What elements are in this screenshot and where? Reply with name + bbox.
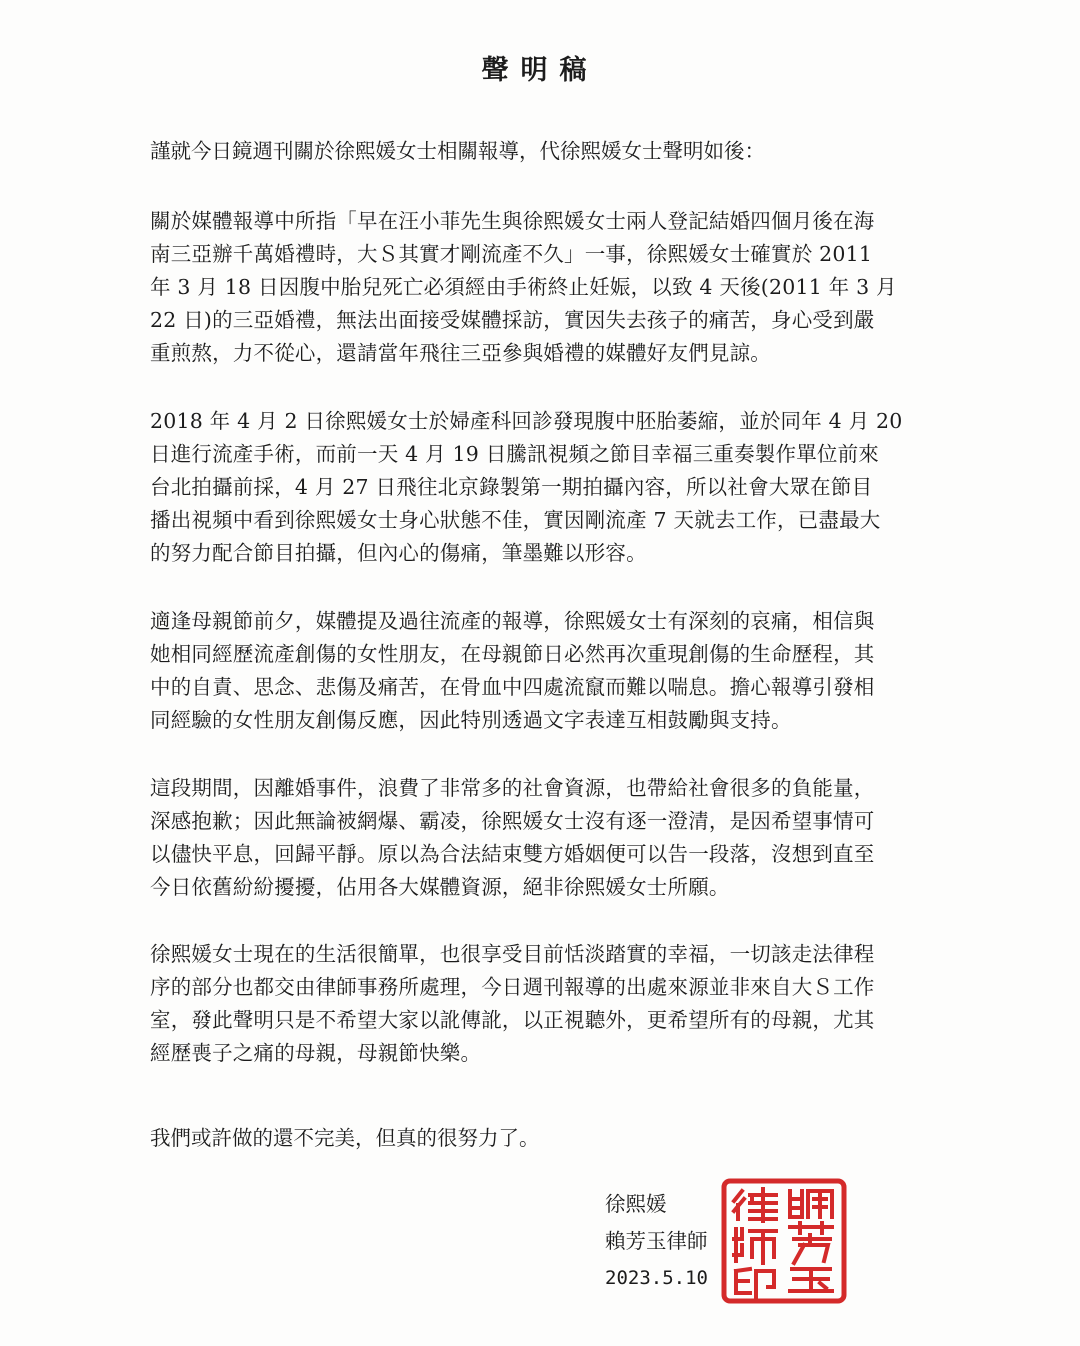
paragraph-line: 室，發此聲明只是不希望大家以訛傳訛，以正視聽外，更希望所有的母親，尤其 — [150, 1008, 875, 1032]
paragraph-line: 以儘快平息，回歸平靜。原以為合法結束雙方婚姻便可以告一段落，沒想到直至 — [150, 842, 875, 866]
paragraph-line: 這段期間，因離婚事件，浪費了非常多的社會資源，也帶給社會很多的負能量， — [150, 776, 875, 800]
paragraph-4 — [150, 772, 940, 904]
paragraph-line: 經歷喪子之痛的母親，母親節快樂。 — [150, 1041, 482, 1065]
paragraph-line: 徐熙媛女士現在的生活很簡單，也很享受目前恬淡踏實的幸福，一切該走法律程 — [150, 942, 875, 966]
paragraph-line: 關於媒體報導中所指「早在汪小菲先生與徐熙媛女士兩人登記結婚四個月後在海 — [150, 209, 875, 233]
paragraph-line: 的努力配合節目拍攝，但內心的傷痛，筆墨難以形容。 — [150, 541, 647, 565]
paragraph-line: 播出視頻中看到徐熙媛女士身心狀態不佳，實因剛流產 7 天就去工作，已盡最大 — [150, 508, 881, 532]
paragraph-line: 深感抱歉；因此無論被網爆、霸凌，徐熙媛女士沒有逐一澄清，是因希望事情可 — [150, 809, 875, 833]
paragraph-line: 她相同經歷流產創傷的女性朋友，在母親節日必然再次重現創傷的生命歷程，其 — [150, 642, 875, 666]
paragraph-line: 台北拍攝前採，4 月 27 日飛往北京錄製第一期拍攝內容，所以社會大眾在節目 — [150, 475, 873, 499]
closing-line: 我們或許做的還不完美，但真的很努力了。 — [150, 1126, 540, 1150]
paragraph-line: 適逢母親節前夕，媒體提及過往流產的報導，徐熙媛女士有深刻的哀痛，相信與 — [150, 609, 875, 633]
paragraph-2 — [150, 405, 940, 570]
paragraph-5 — [150, 938, 940, 1070]
paragraph-line: 同經驗的女性朋友創傷反應，因此特別透過文字表達互相鼓勵與支持。 — [150, 708, 792, 732]
lawyer-seal-stamp — [720, 1177, 848, 1305]
paragraph-line: 南三亞辦千萬婚禮時，大Ｓ其實才剛流產不久」一事，徐熙媛女士確實於 2011 — [150, 242, 873, 266]
paragraph-line: 日進行流產手術，而前一天 4 月 19 日騰訊視頻之節目幸福三重奏製作單位前來 — [150, 442, 879, 466]
document-title: 聲明稿 — [481, 55, 599, 86]
paragraph-line: 序的部分也都交由律師事務所處理，今日週刊報導的出處來源並非來自大Ｓ工作 — [150, 975, 875, 999]
paragraph-line: 今日依舊紛紛擾擾，佔用各大媒體資源，絕非徐熙媛女士所願。 — [150, 875, 730, 899]
intro-line: 謹就今日鏡週刊關於徐熙媛女士相關報導，代徐熙媛女士聲明如後： — [150, 139, 765, 163]
paragraph-line: 2018 年 4 月 2 日徐熙媛女士於婦產科回診發現腹中胚胎萎縮，並於同年 4 月 20 — [150, 409, 903, 433]
paragraph-line: 重煎熬，力不從心，還請當年飛往三亞參與婚禮的媒體好友們見諒。 — [150, 341, 771, 365]
signature-name: 徐熙媛 — [605, 1192, 667, 1216]
paragraph-1 — [150, 205, 940, 370]
signature-lawyer: 賴芳玉律師 — [605, 1229, 708, 1253]
paragraph-line: 22 日)的三亞婚禮，無法出面接受媒體採訪，實因失去孩子的痛苦，身心受到嚴 — [150, 308, 875, 332]
signature-block — [605, 1186, 708, 1297]
paragraph-line: 年 3 月 18 日因腹中胎兒死亡必須經由手術終止妊娠，以致 4 天後(2011 年 3 月 — [150, 275, 897, 299]
paragraph-3 — [150, 605, 940, 737]
signature-date: 2023.5.10 — [605, 1267, 708, 1289]
paragraph-line: 中的自責、思念、悲傷及痛苦，在骨血中四處流竄而難以喘息。擔心報導引發相 — [150, 675, 875, 699]
